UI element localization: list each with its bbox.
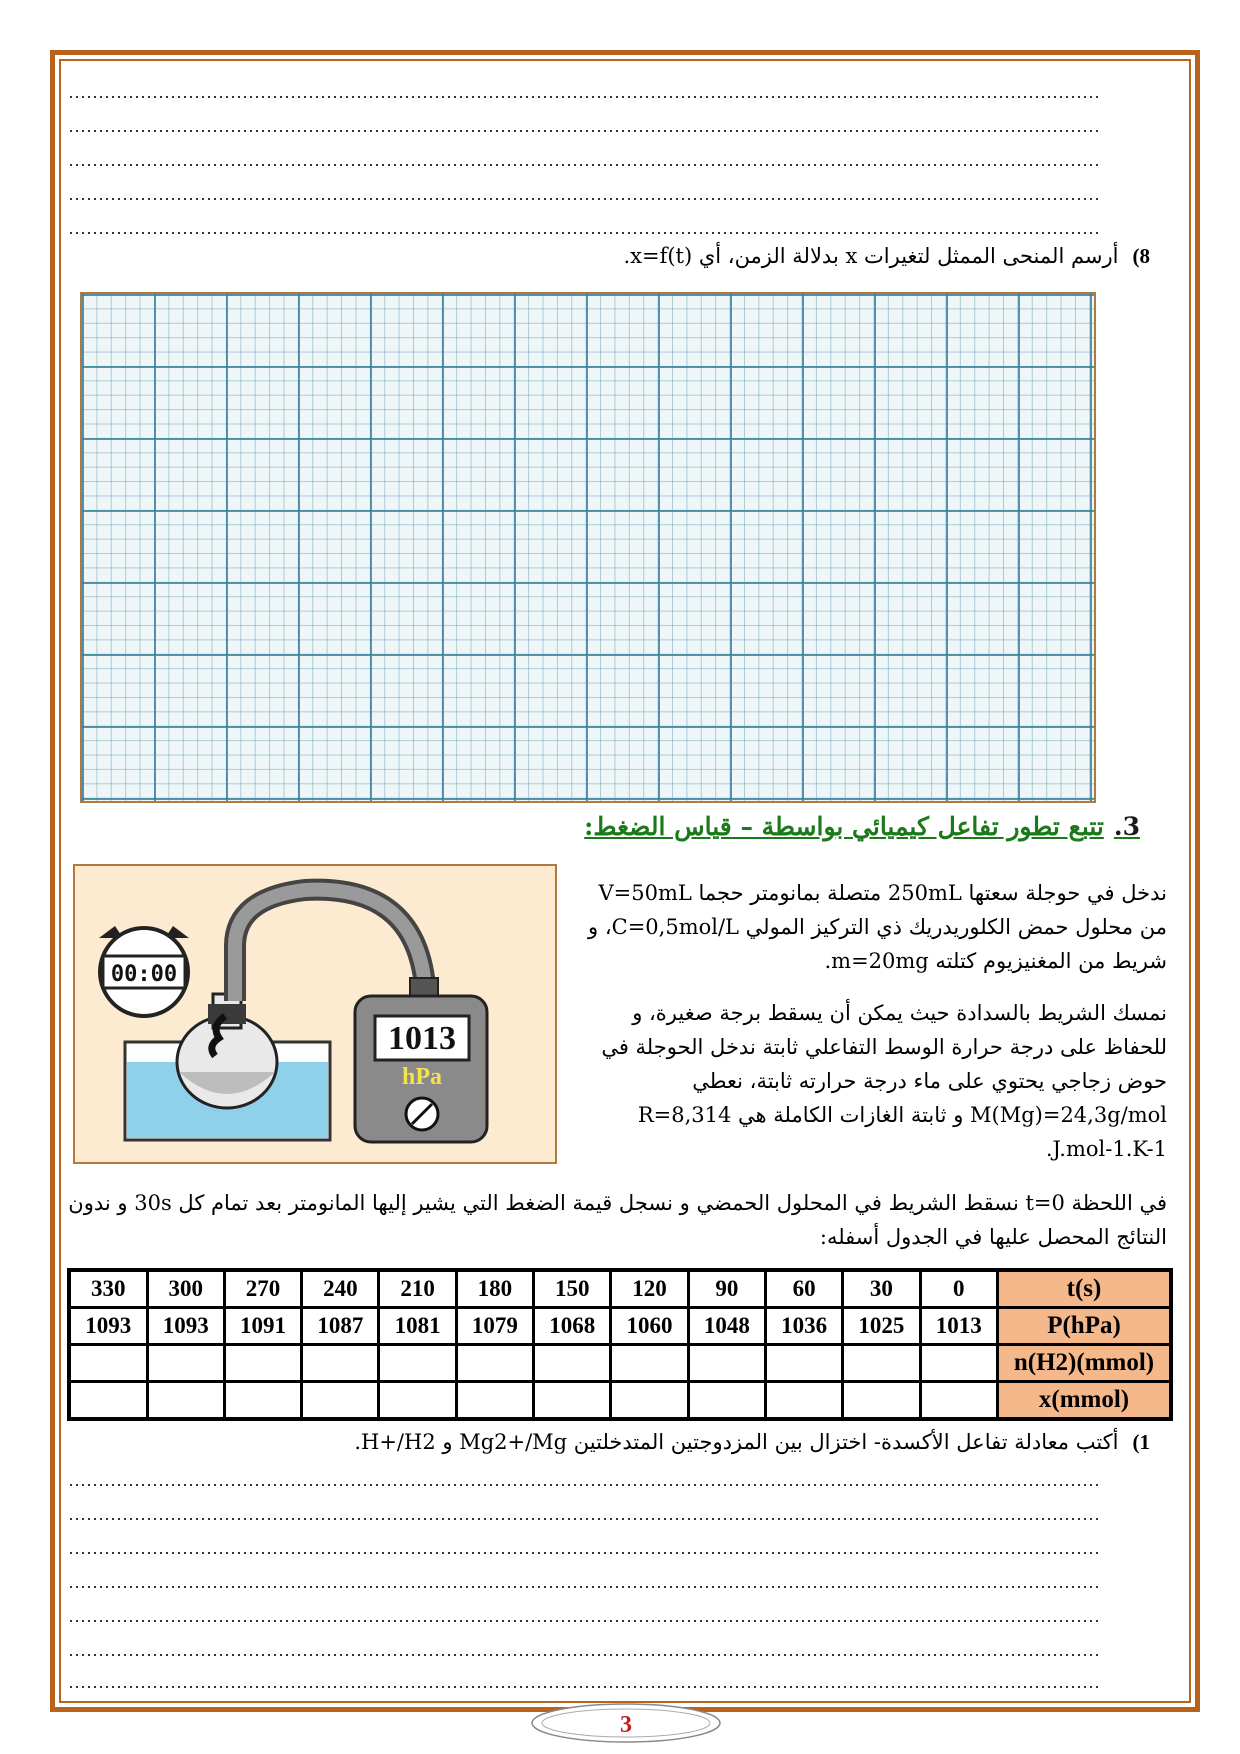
- cell: 270: [224, 1270, 301, 1308]
- answer-line[interactable]: [68, 1552, 1098, 1554]
- empty-cell[interactable]: [69, 1382, 147, 1420]
- table-row-t: [69, 1270, 1171, 1308]
- manometer-reading: 1013: [388, 1020, 456, 1057]
- table-row-p: [69, 1308, 1171, 1345]
- question-text: أكتب معادلة تفاعل الأكسدة- اختزال بين المزدوجتين المتدخلتين Mg2+/Mg و H+/H2.: [354, 1430, 1119, 1454]
- graph-paper[interactable]: [80, 292, 1096, 803]
- empty-cell[interactable]: [302, 1345, 379, 1382]
- empty-cell[interactable]: [224, 1345, 301, 1382]
- empty-cell[interactable]: [224, 1382, 301, 1420]
- answer-line[interactable]: [68, 1518, 1098, 1520]
- cell: 1013: [920, 1308, 997, 1345]
- empty-cell[interactable]: [147, 1382, 224, 1420]
- table-row-x: [69, 1382, 1171, 1420]
- cell: 1068: [534, 1308, 611, 1345]
- empty-cell[interactable]: [688, 1345, 765, 1382]
- cell: 30: [843, 1270, 920, 1308]
- cell: 120: [611, 1270, 688, 1308]
- empty-cell[interactable]: [765, 1345, 842, 1382]
- cell: 1025: [843, 1308, 920, 1345]
- paragraph-1: ندخل في حوجلة سعتها 250mL متصلة بمانومتر حجما V=50mL من محلول حمض الكلوريدريك ذي التركيز المولي C=0,5mol/L، و شريط من المغنيزيوم كتلته m=20mg.: [588, 881, 1167, 973]
- answer-line[interactable]: [68, 1686, 1098, 1688]
- answer-line[interactable]: [68, 164, 1098, 166]
- table-row-nh2: [69, 1345, 1171, 1382]
- cell: 180: [456, 1270, 533, 1308]
- empty-cell[interactable]: [456, 1345, 533, 1382]
- section-number: 3.: [1113, 812, 1140, 841]
- apparatus-drawing: [75, 866, 555, 1162]
- empty-cell[interactable]: [379, 1345, 456, 1382]
- empty-cell[interactable]: [534, 1382, 611, 1420]
- question-1: [354, 1430, 1150, 1455]
- row-label-p: P(hPa): [998, 1308, 1172, 1345]
- question-number: 1): [1132, 1430, 1150, 1454]
- question-8: [623, 244, 1150, 269]
- empty-cell[interactable]: [147, 1345, 224, 1382]
- data-table: [67, 1268, 1173, 1421]
- cell: 1087: [302, 1308, 379, 1345]
- cell: 210: [379, 1270, 456, 1308]
- page-number-badge: [528, 1702, 724, 1744]
- cell: 330: [69, 1270, 147, 1308]
- answer-line[interactable]: [68, 130, 1098, 132]
- empty-cell[interactable]: [69, 1345, 147, 1382]
- empty-cell[interactable]: [765, 1382, 842, 1420]
- paragraph-3: في اللحظة t=0 نسقط الشريط في المحلول الحمضي و نسجل قيمة الضغط التي يشير إليها المانومتر بعد تمام كل 30s و ندون النتائج المحصل عليها في الجدول أسفله:: [68, 1191, 1167, 1249]
- cell: 1036: [765, 1308, 842, 1345]
- row-label-nh2: n(H2)(mmol): [998, 1345, 1172, 1382]
- empty-cell[interactable]: [920, 1345, 997, 1382]
- answer-line[interactable]: [68, 232, 1098, 234]
- paragraph-2: نمسك الشريط بالسدادة حيث يمكن أن يسقط برجة صغيرة، و للحفاظ على درجة حرارة الوسط التفاعلي ثابتة ندخل الحوجلة في حوض زجاجي يحتوي على ماء درجة حرارته ثابتة، نعطي M(Mg)=24,3g/mol و ثابتة الغازات الكاملة هي R=8,314 J.mol-1.K-1.: [601, 1001, 1167, 1161]
- empty-cell[interactable]: [611, 1382, 688, 1420]
- answer-line[interactable]: [68, 1620, 1098, 1622]
- cell: 60: [765, 1270, 842, 1308]
- empty-cell[interactable]: [611, 1345, 688, 1382]
- empty-cell[interactable]: [534, 1345, 611, 1382]
- empty-cell[interactable]: [843, 1382, 920, 1420]
- page-number: 3: [620, 1712, 632, 1738]
- question-text: أرسم المنحى الممثل لتغيرات x بدلالة الزمن، أي x=f(t).: [623, 244, 1119, 268]
- empty-cell[interactable]: [843, 1345, 920, 1382]
- cell: 300: [147, 1270, 224, 1308]
- answer-line[interactable]: [68, 1484, 1098, 1486]
- answer-line[interactable]: [68, 1586, 1098, 1588]
- empty-cell[interactable]: [302, 1382, 379, 1420]
- section-3-title: [584, 812, 1140, 841]
- answer-line[interactable]: [68, 96, 1098, 98]
- row-label-x: x(mmol): [998, 1382, 1172, 1420]
- cell: 1079: [456, 1308, 533, 1345]
- empty-cell[interactable]: [456, 1382, 533, 1420]
- empty-cell[interactable]: [379, 1382, 456, 1420]
- cell: 1048: [688, 1308, 765, 1345]
- cell: 240: [302, 1270, 379, 1308]
- cell: 1081: [379, 1308, 456, 1345]
- cell: 1093: [69, 1308, 147, 1345]
- question-number: 8): [1132, 244, 1150, 268]
- manometer-unit: hPa: [401, 1064, 443, 1090]
- empty-cell[interactable]: [688, 1382, 765, 1420]
- apparatus-illustration: [73, 864, 557, 1164]
- section-title-text: تتبع تطور تفاعل كيميائي بواسطة – قياس الضغط:: [584, 812, 1104, 841]
- cell: 1060: [611, 1308, 688, 1345]
- answer-line[interactable]: [68, 1654, 1098, 1656]
- cell: 1091: [224, 1308, 301, 1345]
- answer-line[interactable]: [68, 198, 1098, 200]
- cell: 1093: [147, 1308, 224, 1345]
- cell: 90: [688, 1270, 765, 1308]
- cell: 150: [534, 1270, 611, 1308]
- empty-cell[interactable]: [920, 1382, 997, 1420]
- timer-display: 00:00: [110, 962, 178, 987]
- row-label-t: t(s): [998, 1270, 1172, 1308]
- cell: 0: [920, 1270, 997, 1308]
